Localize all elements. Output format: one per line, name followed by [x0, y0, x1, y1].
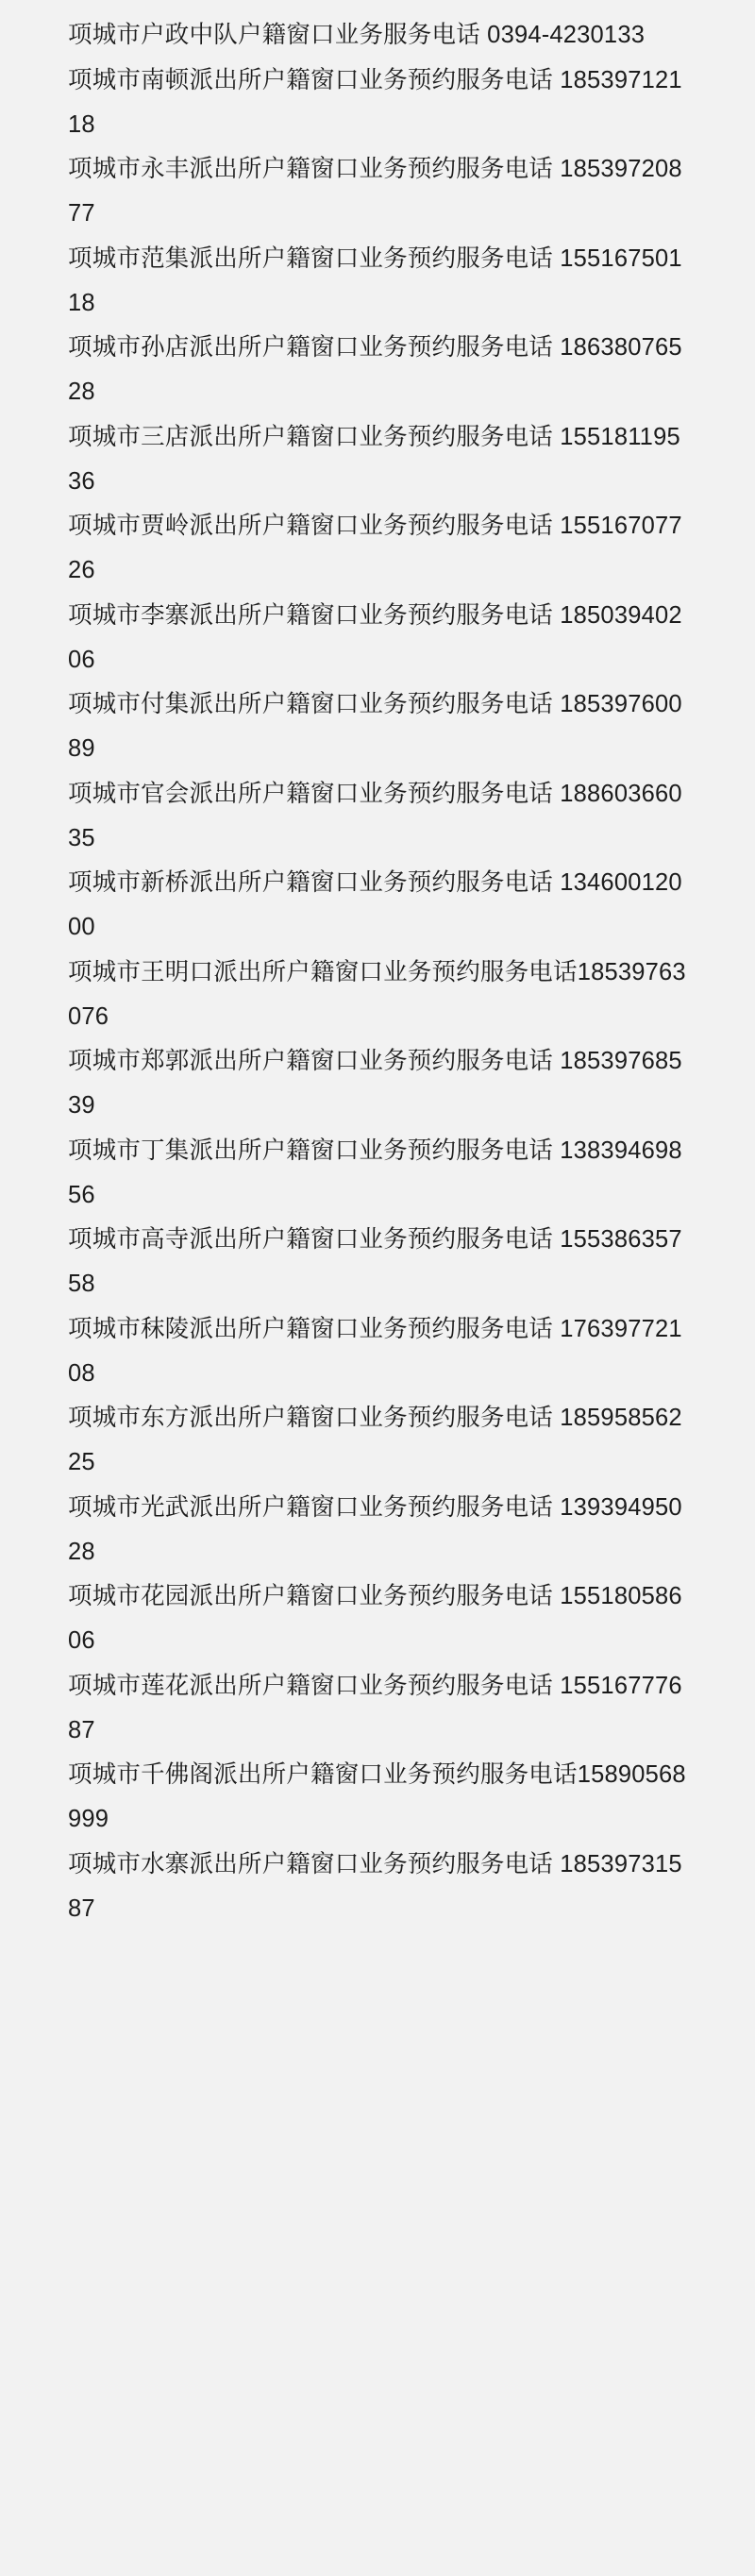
directory-paragraph: 项城市秣陵派出所户籍窗口业务预约服务电话 17639772108 — [68, 1315, 682, 1387]
directory-paragraph: 项城市南顿派出所户籍窗口业务预约服务电话 18539712118 — [68, 66, 682, 138]
directory-paragraph: 项城市新桥派出所户籍窗口业务预约服务电话 13460012000 — [68, 869, 682, 940]
directory-paragraph: 项城市郑郭派出所户籍窗口业务预约服务电话 18539768539 — [68, 1048, 682, 1119]
directory-paragraph: 项城市高寺派出所户籍窗口业务预约服务电话 15538635758 — [68, 1226, 682, 1297]
directory-paragraph: 项城市官会派出所户籍窗口业务预约服务电话 18860366035 — [68, 780, 682, 851]
directory-paragraph: 项城市花园派出所户籍窗口业务预约服务电话 15518058606 — [68, 1583, 682, 1654]
directory-paragraph: 项城市千佛阁派出所户籍窗口业务预约服务电话15890568999 — [68, 1761, 686, 1832]
directory-paragraph: 项城市李寨派出所户籍窗口业务预约服务电话 18503940206 — [68, 601, 682, 673]
directory-paragraph: 项城市付集派出所户籍窗口业务预约服务电话 18539760089 — [68, 691, 682, 762]
directory-paragraph: 项城市水寨派出所户籍窗口业务预约服务电话 18539731587 — [68, 1850, 682, 1922]
directory-paragraph: 项城市贾岭派出所户籍窗口业务预约服务电话 15516707726 — [68, 513, 682, 583]
directory-paragraph: 项城市孙店派出所户籍窗口业务预约服务电话 18638076528 — [68, 334, 682, 405]
directory-paragraph: 项城市户政中队户籍窗口业务服务电话 0394-4230133 — [68, 22, 646, 48]
directory-paragraph: 项城市王明口派出所户籍窗口业务预约服务电话18539763076 — [68, 958, 686, 1030]
directory-paragraph: 项城市范集派出所户籍窗口业务预约服务电话 15516750118 — [68, 244, 682, 316]
directory-paragraph: 项城市三店派出所户籍窗口业务预约服务电话 15518119536 — [68, 423, 680, 495]
directory-paragraph: 项城市东方派出所户籍窗口业务预约服务电话 18595856225 — [68, 1405, 682, 1475]
directory-paragraph: 项城市光武派出所户籍窗口业务预约服务电话 13939495028 — [68, 1493, 682, 1565]
directory-paragraph: 项城市丁集派出所户籍窗口业务预约服务电话 13839469856 — [68, 1136, 682, 1208]
directory-paragraph: 项城市莲花派出所户籍窗口业务预约服务电话 15516777687 — [68, 1672, 682, 1743]
directory-paragraph: 项城市永丰派出所户籍窗口业务预约服务电话 18539720877 — [68, 156, 682, 227]
